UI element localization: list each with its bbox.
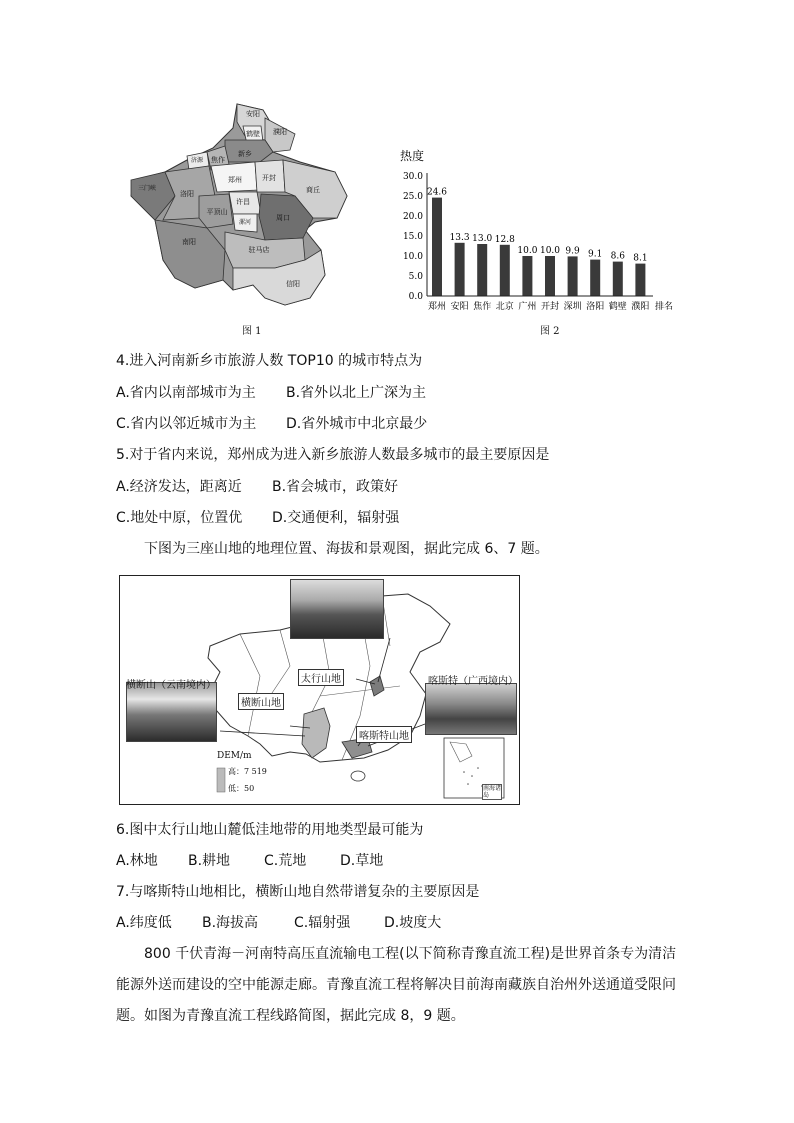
label-karst: 喀斯特山地 [356, 726, 412, 743]
q4-options-row1 [116, 384, 426, 402]
hainan [351, 771, 365, 781]
bar-濮阳 [635, 264, 645, 296]
label-kaifeng: 开封 [262, 174, 276, 182]
bar-深圳 [568, 256, 578, 296]
value-label: 13.0 [472, 234, 493, 244]
q6-stem: 6.图中太行山地山麓低洼地带的用地类型最可能为 [116, 822, 424, 838]
category-label: 焦作 [473, 302, 492, 312]
figure2-caption: 图 2 [540, 326, 560, 337]
q6-option-c[interactable]: C.荒地 [264, 853, 307, 869]
bar-安阳 [455, 243, 465, 296]
label-sanmenxia: 三门峡 [137, 185, 157, 192]
bar-北京 [500, 245, 510, 296]
label-hebi: 鹤壁 [246, 130, 260, 138]
category-label: 濮阳 [631, 302, 650, 312]
q7-options [116, 914, 441, 932]
label-hengduan-photo: 横断山（云南境内） [126, 680, 216, 691]
y-tick-label: 25.0 [402, 192, 423, 202]
inset-label: 南海诸岛 [483, 785, 502, 799]
label-xinyang: 信阳 [286, 280, 300, 288]
label-xuchang: 许昌 [236, 198, 250, 206]
figure1-caption: 图 1 [242, 326, 262, 337]
value-label: 8.6 [610, 251, 625, 262]
y-tick-label: 10.0 [402, 252, 423, 262]
label-nanyang: 南阳 [182, 238, 196, 246]
q4-option-c[interactable]: C.省内以邻近城市为主 [116, 416, 257, 432]
label-zhoukou: 周口 [276, 214, 290, 222]
label-jiaozuo: 焦作 [211, 156, 225, 164]
label-zhengzhou: 郑州 [228, 176, 242, 184]
q4-option-d[interactable]: D.省外城市中北京最少 [286, 416, 428, 432]
label-anyang: 安阳 [246, 110, 260, 118]
category-label: 洛阳 [586, 302, 605, 312]
category-label: 深圳 [563, 302, 582, 312]
intro-8-9: 800 千伏青海－河南特高压直流输电工程(以下简称青豫直流工程)是世界首条专为清洁能源外送而建设的空中能源走廊。青豫直流工程将解决目前海南藏族自治州外送通道受限问题。如图为青豫直流工程线路简图，据此完成 8，9 题。 [116, 946, 677, 1024]
category-label: 广州 [518, 302, 537, 312]
value-label: 10.0 [517, 246, 538, 256]
value-label: 9.9 [565, 246, 580, 257]
label-taihang: 太行山地 [298, 669, 344, 686]
photo-hengduan [126, 682, 217, 742]
q5-option-a[interactable]: A.经济发达，距离近 [116, 479, 242, 495]
intro-6-7: 下图为三座山地的地理位置、海拔和景观图，据此完成 6、7 题。 [144, 541, 549, 557]
label-zhumadian: 驻马店 [248, 246, 270, 254]
y-tick-label: 0.0 [408, 292, 423, 302]
label-jiyuan: 济源 [190, 157, 204, 164]
label-hengduan: 横断山地 [238, 693, 284, 710]
label-puyang: 濮阳 [273, 128, 287, 136]
q6-option-a[interactable]: A.林地 [116, 853, 158, 869]
category-label: 安阳 [450, 302, 469, 312]
label-karst-photo: 喀斯特（广西境内） [428, 676, 518, 687]
label-shangqiu: 商丘 [306, 186, 320, 194]
q6-options [116, 852, 383, 870]
label-xinxiang: 新乡 [238, 150, 252, 158]
q4-option-a[interactable]: A.省内以南部城市为主 [116, 385, 256, 401]
bar-洛阳 [590, 260, 600, 296]
dem-low: 低：50 [228, 784, 255, 793]
q7-option-c[interactable]: C.辐射强 [294, 915, 351, 931]
bar-郑州 [432, 198, 442, 296]
q6-option-d[interactable]: D.草地 [340, 853, 384, 869]
figure2-chart [395, 145, 680, 320]
value-label: 9.1 [588, 249, 603, 260]
category-label: 北京 [495, 302, 514, 312]
q7-option-d[interactable]: D.坡度大 [384, 915, 442, 931]
q4-option-b[interactable]: B.省外以北上广深为主 [286, 385, 427, 401]
chart-ylabel: 热度 [400, 149, 425, 163]
y-tick-label: 20.0 [402, 212, 423, 222]
q5-option-b[interactable]: B.省会城市，政策好 [272, 479, 399, 495]
category-label: 开封 [540, 302, 560, 312]
category-label: 郑州 [427, 302, 447, 312]
value-label: 10.0 [539, 246, 561, 256]
label-luoyang: 洛阳 [180, 190, 194, 198]
category-label: 鹤壁 [608, 302, 627, 312]
value-label: 24.6 [426, 187, 448, 198]
q5-options-row2 [116, 509, 399, 527]
figure3 [119, 575, 520, 805]
q7-option-b[interactable]: B.海拔高 [202, 915, 259, 931]
q7-option-a[interactable]: A.纬度低 [116, 915, 172, 931]
bar-开封 [545, 256, 555, 296]
bar-鹤壁 [613, 262, 623, 296]
label-pingdingshan: 平顶山 [206, 208, 228, 216]
q5-option-c[interactable]: C.地处中原，位置优 [116, 510, 243, 526]
q5-options-row1 [116, 478, 398, 496]
q6-option-b[interactable]: B.耕地 [188, 853, 231, 869]
photo-taihang [290, 579, 384, 639]
value-label: 13.3 [449, 232, 470, 243]
dem-title: DEM/m [217, 751, 252, 761]
q7-stem: 7.与喀斯特山地相比，横断山地自然带谱复杂的主要原因是 [116, 884, 480, 900]
value-label: 12.8 [494, 234, 515, 245]
dem-high: 高：7 519 [228, 767, 267, 776]
q5-option-d[interactable]: D.交通便利，辐射强 [272, 510, 400, 526]
y-tick-label: 5.0 [408, 272, 423, 282]
q4-stem: 4.进入河南新乡市旅游人数 TOP10 的城市特点为 [116, 353, 423, 369]
q5-stem: 5.对于省内来说，郑州成为进入新乡旅游人数最多城市的最主要原因是 [116, 447, 550, 463]
photo-karst [425, 683, 517, 735]
chart-xlabel: 排名 [655, 302, 674, 312]
y-tick-label: 30.0 [402, 172, 423, 182]
q4-options-row2 [116, 415, 427, 433]
bar-焦作 [477, 244, 487, 296]
bar-广州 [522, 256, 532, 296]
label-luohe: 漯河 [238, 219, 252, 226]
y-tick-label: 15.0 [402, 232, 423, 242]
figure1-map [125, 100, 355, 315]
value-label: 8.1 [633, 253, 648, 264]
